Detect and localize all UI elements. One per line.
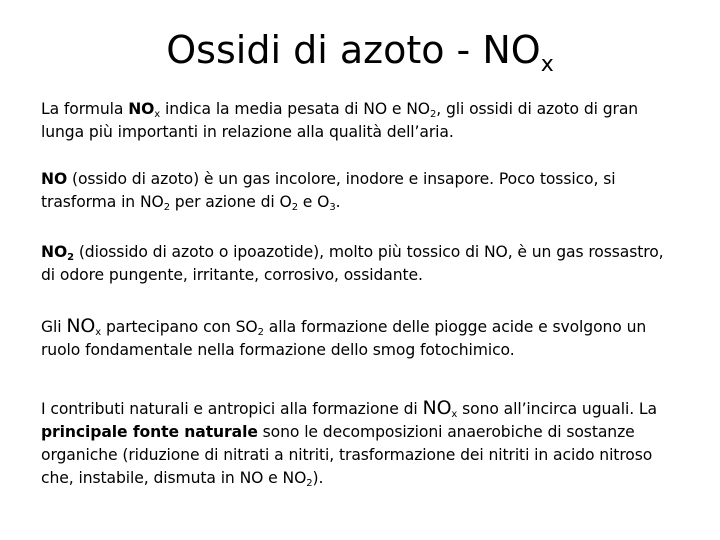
p5-big-1: NO <box>422 397 452 419</box>
p2-text-2: per azione di O <box>169 193 292 211</box>
p2-text-4: . <box>335 193 341 211</box>
p1-text-3: , gli ossidi di azoto di gran lunga più importanti in relazione alla qualità dell’aria. <box>41 100 639 141</box>
p5-text-1: I contributi naturali e antropici alla formazione di <box>41 400 423 418</box>
p4-sub-1: x <box>95 327 102 338</box>
p3-bold-1 <box>41 243 74 261</box>
p5-text-4: ). <box>312 469 324 487</box>
page-title <box>0 22 720 78</box>
paragraph-formula <box>41 98 681 144</box>
paragraph-no <box>41 168 681 214</box>
p2-sub-1: 2 <box>163 202 170 213</box>
paragraph-acid-rain <box>41 315 681 362</box>
p5-text-3: sono le decomposizioni anaerobiche di sostanze organiche (riduzione di nitrati a nitriti, trasformazione dei nitriti in acido nitroso che, instabile, dismuta in NO e NO <box>41 423 653 487</box>
p4-text-1: Gli <box>41 318 67 336</box>
p5-sub-2: 2 <box>306 478 313 489</box>
p1-text-2: indica la media pesata di NO e NO <box>160 100 430 118</box>
p5-sub-1: x <box>451 409 458 420</box>
title-text: Ossidi di azoto - NO <box>166 28 541 72</box>
paragraph-sources <box>41 397 681 490</box>
p4-text-2: partecipano con SO <box>101 318 258 336</box>
title-subscript: x <box>540 52 554 77</box>
p5-bold-1: principale fonte naturale <box>41 423 258 441</box>
p2-bold-1: NO <box>41 170 68 188</box>
p1-text-1: La formula <box>41 100 129 118</box>
p3-bold-text: NO <box>41 243 68 261</box>
p1-sub-1: x <box>154 109 161 120</box>
p3-sub-1: 2 <box>67 252 74 263</box>
p4-text-3: alla formazione delle piogge acide e svolgono un ruolo fondamentale nella formazione dello smog fotochimico. <box>41 318 647 359</box>
p2-text-1: (ossido di azoto) è un gas incolore, inodore e insapore. Poco tossico, si trasforma in NO <box>41 170 616 211</box>
p2-sub-3: 3 <box>329 202 336 213</box>
p4-big-1: NO <box>66 315 96 337</box>
p1-bold-1: NO <box>128 100 155 118</box>
paragraph-no2 <box>41 241 681 287</box>
p4-sub-2: 2 <box>257 327 264 338</box>
p5-text-2: sono all’incirca uguali. La <box>457 400 657 418</box>
p1-sub-2: 2 <box>429 109 437 120</box>
p2-sub-2: 2 <box>291 202 298 213</box>
p2-text-3: e O <box>297 193 330 211</box>
p3-text-1: (diossido di azoto o ipoazotide), molto più tossico di NO, è un gas rossastro, di odore pungente, irritante, corrosivo, ossidante. <box>41 243 664 284</box>
